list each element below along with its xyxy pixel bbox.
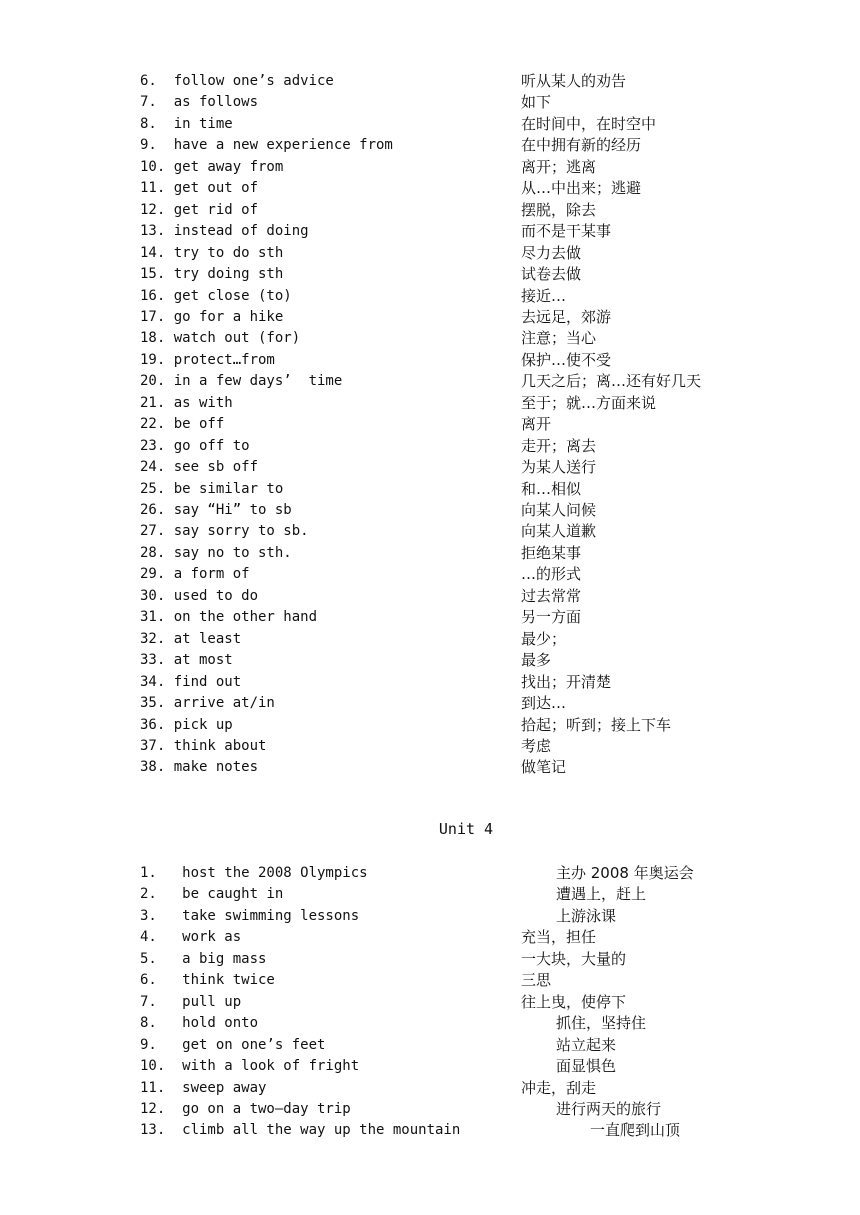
english-phrase: 9. get on one’s feet [140, 1036, 326, 1053]
chinese-meaning: 摆脱，除去 [521, 200, 597, 219]
chinese-meaning: 找出；开清楚 [521, 672, 612, 691]
list-item [0, 715, 860, 736]
list-item [0, 693, 860, 714]
list-item [0, 500, 860, 521]
chinese-meaning: 三思 [521, 971, 552, 990]
list-item [0, 328, 860, 349]
english-phrase: 31. on the other hand [140, 609, 318, 626]
chinese-meaning: 站立起来 [556, 1035, 617, 1054]
chinese-meaning: 拒绝某事 [521, 543, 582, 562]
english-phrase: 5. a big mass [140, 950, 267, 967]
chinese-meaning: 另一方面 [521, 608, 582, 627]
list-item [0, 286, 860, 307]
chinese-meaning: 向某人问候 [521, 501, 597, 519]
english-phrase: 6. follow one’s advice [140, 73, 334, 89]
chinese-meaning: 考虑 [521, 736, 552, 755]
chinese-meaning: 为某人送行 [521, 458, 597, 477]
list-item [0, 564, 860, 585]
unit-heading: Unit 4 [438, 820, 494, 838]
chinese-meaning: 冲走，刮走 [521, 1078, 597, 1097]
chinese-meaning: 过去常常 [521, 586, 582, 605]
english-phrase: 23. go off to [140, 437, 250, 454]
english-phrase: 8. in time [140, 115, 233, 132]
english-phrase: 11. sweep away [140, 1079, 267, 1096]
list-item [0, 629, 860, 650]
list-item [0, 436, 860, 457]
list-item [0, 927, 860, 948]
english-phrase: 29. a form of [140, 566, 250, 583]
english-phrase: 17. go for a hike [140, 308, 284, 325]
english-phrase: 26. say “Hi” to sb [140, 502, 292, 518]
list-item [0, 1078, 860, 1099]
english-phrase: 28. say no to sth. [140, 544, 292, 561]
english-phrase: 34. find out [140, 673, 242, 690]
english-phrase: 10. get away from [140, 158, 284, 175]
chinese-meaning: 在时间中，在时空中 [521, 114, 657, 133]
list-item [0, 906, 860, 927]
chinese-meaning: 一直爬到山顶 [590, 1121, 681, 1140]
chinese-meaning: 到达… [521, 694, 567, 713]
chinese-meaning: 和…相似 [521, 479, 582, 498]
english-phrase: 18. watch out (for) [140, 330, 301, 347]
english-phrase: 7. as follows [140, 94, 259, 111]
list-item [0, 949, 860, 970]
chinese-meaning: 而不是干某事 [521, 222, 612, 241]
english-phrase: 36. pick up [140, 716, 233, 733]
chinese-meaning: 如下 [521, 93, 552, 112]
english-phrase: 12. go on a two—day trip [140, 1100, 351, 1117]
chinese-meaning: 至于；就…方面来说 [521, 393, 657, 412]
chinese-meaning: 注意；当心 [521, 329, 597, 348]
list-item [0, 1056, 860, 1077]
list-item [0, 736, 860, 757]
list-item [0, 543, 860, 564]
chinese-meaning: 从…中出来；逃避 [521, 179, 642, 198]
english-phrase: 8. hold onto [140, 1015, 259, 1032]
english-phrase: 24. see sb off [140, 459, 259, 476]
chinese-meaning: 拾起；听到；接上下车 [521, 715, 672, 734]
chinese-meaning: 充当，担任 [521, 928, 597, 947]
english-phrase: 30. used to do [140, 587, 259, 604]
chinese-meaning: 往上曳，使停下 [521, 992, 627, 1011]
chinese-meaning: 主办 2008 年奥运会 [556, 864, 694, 882]
list-item [0, 200, 860, 221]
english-phrase: 25. be similar to [140, 480, 284, 497]
chinese-meaning: 遭遇上，赶上 [556, 885, 647, 904]
english-phrase: 35. arrive at/in [140, 695, 275, 712]
english-phrase: 3. take swimming lessons [140, 907, 360, 924]
chinese-meaning: 离开；逃离 [521, 157, 597, 176]
english-phrase: 27. say sorry to sb. [140, 523, 309, 540]
chinese-meaning: …的形式 [521, 565, 582, 584]
list-item [0, 157, 860, 178]
chinese-meaning: 接近… [521, 286, 567, 305]
english-phrase: 19. protect…from [140, 351, 275, 368]
english-phrase: 33. at most [140, 652, 233, 669]
list-item [0, 479, 860, 500]
list-item [0, 414, 860, 435]
chinese-meaning: 离开 [521, 415, 552, 434]
chinese-meaning: 进行两天的旅行 [556, 1099, 662, 1118]
list-item [0, 1035, 860, 1056]
chinese-meaning: 试卷去做 [521, 265, 582, 284]
chinese-meaning: 听从某人的劝告 [521, 72, 627, 90]
list-item [0, 243, 860, 264]
chinese-meaning: 做笔记 [521, 758, 567, 777]
list-item [0, 371, 860, 392]
chinese-meaning: 几天之后；离…还有好几天 [521, 372, 702, 391]
chinese-meaning: 一大块，大量的 [521, 949, 627, 968]
list-item [0, 393, 860, 414]
list-item [0, 92, 860, 113]
list-item [0, 71, 860, 92]
english-phrase: 6. think twice [140, 972, 275, 989]
english-phrase: 21. as with [140, 394, 233, 411]
chinese-meaning: 向某人道歉 [521, 522, 597, 541]
chinese-meaning: 上游泳课 [556, 906, 617, 925]
english-phrase: 32. at least [140, 630, 242, 647]
list-item [0, 1013, 860, 1034]
list-item [0, 992, 860, 1013]
list-item [0, 586, 860, 607]
list-item [0, 307, 860, 328]
english-phrase: 9. have a new experience from [140, 137, 393, 154]
list-item [0, 178, 860, 199]
chinese-meaning: 最少； [521, 629, 567, 648]
list-item [0, 521, 860, 542]
english-phrase: 38. make notes [140, 759, 259, 776]
english-phrase: 13. climb all the way up the mountain [140, 1122, 461, 1139]
english-phrase: 4. work as [140, 929, 242, 946]
list-item [0, 1099, 860, 1120]
list-item [0, 757, 860, 778]
list-item [0, 607, 860, 628]
list-item [0, 650, 860, 671]
list-item [0, 135, 860, 156]
list-item [0, 350, 860, 371]
chinese-meaning: 去远足，郊游 [521, 307, 612, 326]
english-phrase: 15. try doing sth [140, 266, 284, 283]
list-item [0, 1120, 860, 1141]
list-item [0, 970, 860, 991]
list-item [0, 863, 860, 884]
chinese-meaning: 面显惧色 [556, 1057, 617, 1076]
english-phrase: 14. try to do sth [140, 244, 284, 261]
list-item [0, 457, 860, 478]
chinese-meaning: 在中拥有新的经历 [521, 136, 642, 155]
english-phrase: 10. with a look of fright [140, 1058, 360, 1075]
list-item [0, 221, 860, 242]
list-item [0, 114, 860, 135]
english-phrase: 37. think about [140, 737, 267, 754]
list-item [0, 884, 860, 905]
list-item [0, 672, 860, 693]
english-phrase: 11. get out of [140, 180, 259, 197]
english-phrase: 13. instead of doing [140, 223, 309, 240]
english-phrase: 22. be off [140, 416, 225, 433]
chinese-meaning: 尽力去做 [521, 243, 582, 262]
english-phrase: 2. be caught in [140, 886, 284, 903]
chinese-meaning: 最多 [521, 651, 552, 670]
english-phrase: 1. host the 2008 Olympics [140, 865, 368, 881]
english-phrase: 20. in a few days’ time [140, 373, 343, 390]
chinese-meaning: 保护…使不受 [521, 350, 612, 369]
chinese-meaning: 抓住，坚持住 [556, 1014, 647, 1033]
english-phrase: 7. pull up [140, 993, 242, 1010]
chinese-meaning: 走开；离去 [521, 436, 597, 455]
english-phrase: 16. get close (to) [140, 287, 292, 304]
english-phrase: 12. get rid of [140, 201, 259, 218]
list-item [0, 264, 860, 285]
